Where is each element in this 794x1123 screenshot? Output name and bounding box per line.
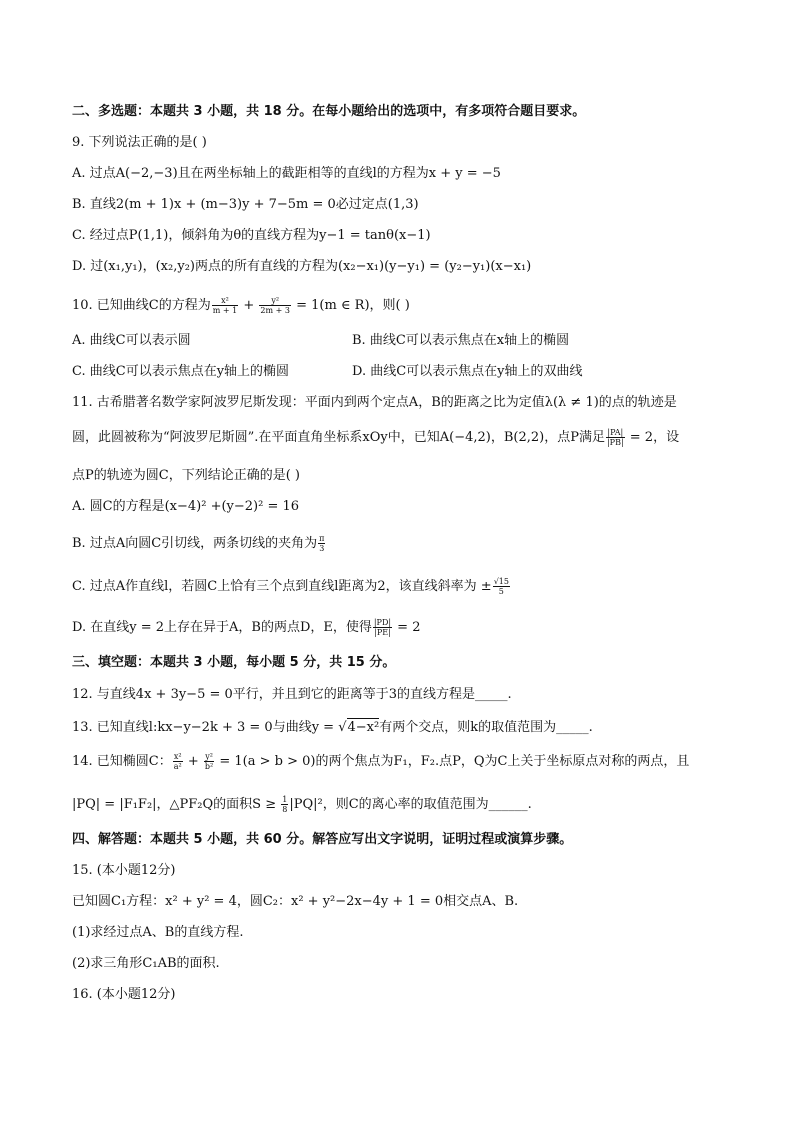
fraction: $\frac{\text{y²}}{2m + 3}$ <box>260 296 290 315</box>
q11-line-1: 11. 古希腊著名数学家阿波罗尼斯发现：平面内到两个定点A，B的距离之比为定值λ(λ ≠ 1)的点的轨迹是 <box>72 395 677 410</box>
q15-header: 15. (本小题12分) <box>72 863 176 878</box>
q10-option-d: D. 曲线C可以表示焦点在y轴上的双曲线 <box>352 364 583 379</box>
fraction: $\frac{\text{x²}}{\text{a²}}$ <box>173 752 182 771</box>
fraction: $\frac{|PD|}{|PE|}$ <box>373 618 392 637</box>
q12-stem: 12. 与直线4x + 3y−5 = 0平行，并且到它的距离等于3的直线方程是_____. <box>72 687 512 702</box>
section-solve: 四、解答题：本题共 5 小题，共 60 分。解答应写出文字说明，证明过程或演算步骤。 <box>72 832 573 847</box>
fraction: $\frac{√15}{5}$ <box>493 577 509 596</box>
q14-line-1: 14. 已知椭圆C： $\frac{\text{x²}}{\text{a²}}$ + $\frac{\text{y²}}{\text{b²}}$ = 1(a > b > 0)的两个焦点为F₁，F₂.点P，Q为C上关于坐标原点对称的两点，且 <box>72 752 690 771</box>
q11-option-a: A. 圆C的方程是(x−4)² +(y−2)² = 16 <box>72 499 300 514</box>
q13-stem: 13. 已知直线l:kx−y−2k + 3 = 0与曲线y = √4−x²有两个交点，则k的取值范围为_____. <box>72 720 593 735</box>
q9-option-d: D. 过(x₁,y₁)，(x₂,y₂)两点的所有直线的方程为(x₂−x₁)(y−y₁) = (y₂−y₁)(x−x₁) <box>72 259 532 274</box>
q11-line-2: 圆，此圆被称为“阿波罗尼斯圆”.在平面直角坐标系xOy中，已知A(−4,2)，B(2,2)，点P满足 $\frac{|PA|}{|PB|}$ = 2，设 <box>72 428 680 447</box>
fraction: $\frac{\text{y²}}{\text{b²}}$ <box>204 752 214 771</box>
q16-header: 16. (本小题12分) <box>72 987 176 1002</box>
q15-part-2: (2)求三角形C₁AB的面积. <box>72 956 220 971</box>
q10-option-a: A. 曲线C可以表示圆 <box>72 333 191 348</box>
q9-stem: 9. 下列说法正确的是( ) <box>72 135 207 150</box>
q11-option-c: C. 过点A作直线l，若圆C上恰有三个点到直线l距离为2，该直线斜率为 ± $\frac{√15}{5}$ <box>72 577 509 596</box>
fraction: $\frac{|PA|}{|PB|}$ <box>606 428 624 447</box>
fraction: $\frac{\pi}{3}$ <box>319 534 325 553</box>
q10-options-row2 <box>72 363 734 381</box>
fraction: $\frac{\text{x²}}{m + 1}$ <box>212 296 238 315</box>
q10-options-row1 <box>72 332 734 350</box>
q9-option-b: B. 直线2(m + 1)x + (m−3)y + 7−5m = 0必过定点(1,3) <box>72 197 419 212</box>
q15-stem: 已知圆C₁方程：x² + y² = 4，圆C₂：x² + y²−2x−4y + 1 = 0相交点A、B. <box>72 894 519 909</box>
section-fill-blank: 三、填空题：本题共 3 小题，每小题 5 分，共 15 分。 <box>72 655 396 670</box>
q10-option-b: B. 曲线C可以表示焦点在x轴上的椭圆 <box>352 333 570 348</box>
q11-line-3: 点P的轨迹为圆C，下列结论正确的是( ) <box>72 468 300 483</box>
q11-option-b: B. 过点A向圆C引切线，两条切线的夹角为 $\frac{\pi}{3}$ <box>72 534 325 553</box>
q9-option-c: C. 经过点P(1,1)，倾斜角为θ的直线方程为y−1 = tanθ(x−1) <box>72 228 431 243</box>
q15-part-1: (1)求经过点A、B的直线方程. <box>72 925 244 940</box>
q9-option-a: A. 过点A(−2,−3)且在两坐标轴上的截距相等的直线l的方程为x + y = −5 <box>72 166 501 181</box>
section-multi-choice: 二、多选题：本题共 3 小题，共 18 分。在每小题给出的选项中，有多项符合题目要求。 <box>72 104 586 119</box>
q14-line-2: |PQ| = |F₁F₂|，△PF₂Q的面积S ≥ $\frac{1}{8}$ |PQ|²，则C的离心率的取值范围为______. <box>72 795 532 814</box>
sqrt-sign: √ <box>338 720 347 735</box>
fraction: $\frac{1}{8}$ <box>282 795 288 814</box>
q10-stem: 10. 已知曲线C的方程为 $\frac{\text{x²}}{m + 1}$ + $\frac{\text{y²}}{2m + 3}$ = 1(m ∈ R)，则( ) <box>72 296 410 315</box>
q11-option-d: D. 在直线y = 2上存在异于A，B的两点D，E，使得 $\frac{|PD|}{|PE|}$ = 2 <box>72 618 421 637</box>
q10-option-c: C. 曲线C可以表示焦点在y轴上的椭圆 <box>72 364 290 379</box>
